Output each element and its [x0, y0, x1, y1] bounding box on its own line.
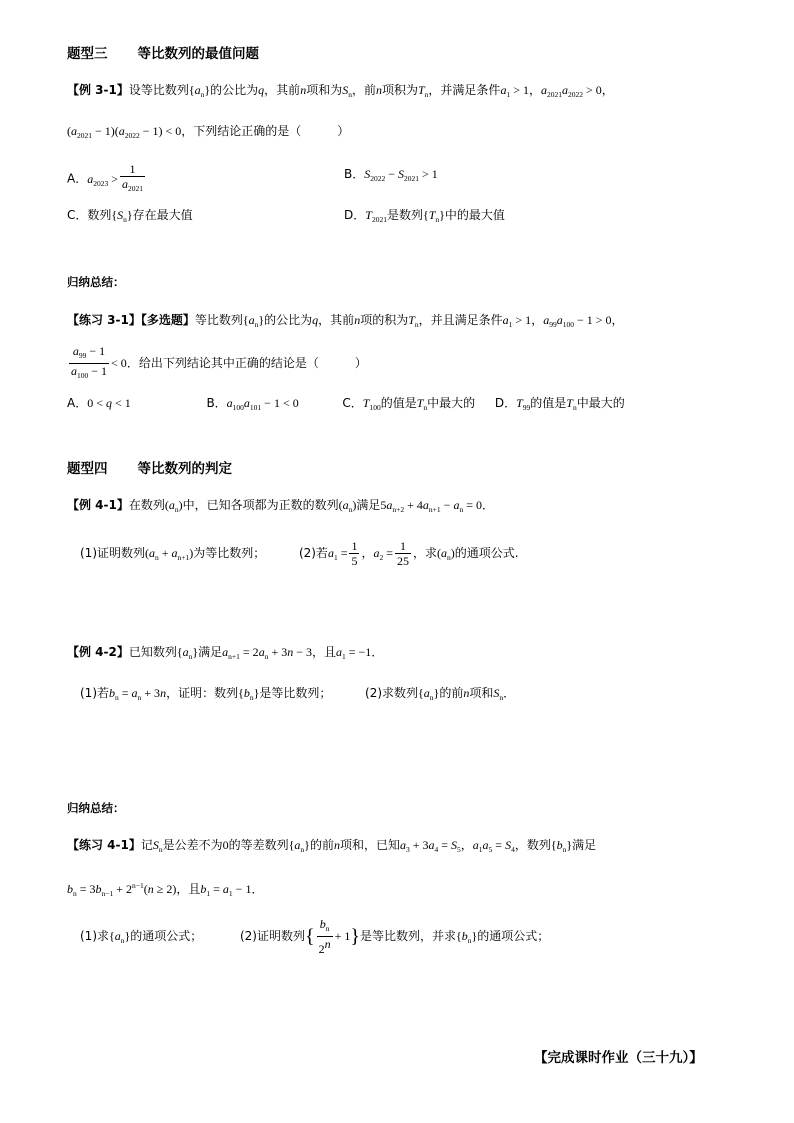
- practice-3-1-option-d: D．$T_{99}$的值是$T_n$中最大的: [494, 396, 625, 412]
- practice-3-1-line1: 【练习 3-1】【多选题】等比数列$\{a_n\}$的公比为q，其前n项的积为$T_n$，并且满足条件$a_1 > 1$，$a_{99}a_{100} - 1 > 0$，: [67, 313, 624, 329]
- practice-3-1-options: [67, 393, 625, 418]
- practice-label: 【练习 3-1】【多选题】: [67, 313, 195, 327]
- example-4-1-q1: (1)证明数列$(a_n + a_{n+1})$为等比数列；: [80, 546, 266, 562]
- section3-summary: 归纳总结：: [67, 275, 125, 289]
- section4-label: 题型四: [67, 461, 108, 477]
- practice-3-1-option-c: C．$T_{100}$的值是$T_n$中最大的: [342, 396, 476, 412]
- section4-heading: [67, 459, 232, 479]
- example-4-1-questions: [80, 539, 519, 568]
- example-3-1-option-a: A．$a_{2023}$ > $\frac{1}{a_{2021}}$: [67, 162, 143, 193]
- practice-4-1-line1: 【练习 4-1】记$S_n$是公差不为0的等差数列$\{a_n\}$的前n项和，已知$a_3 + 3a_4 = S_5$，$a_1a_5 = S_4$，数列$\{b_n\}$满足: [67, 838, 597, 854]
- practice-3-1-option-b: B．$a_{100}a_{101} - 1 < 0$: [206, 396, 299, 412]
- section3-title: 等比数列的最值问题: [137, 46, 259, 62]
- section3-heading: [67, 44, 259, 64]
- example-3-1-line2: $(a_{2021} - 1)(a_{2022} - 1) < 0$，下列结论正确的是（ ）: [67, 124, 350, 140]
- example-label: 【例 3-1】: [67, 83, 129, 97]
- practice-4-1-q1: (1)求$\{a_n\}$的通项公式；: [80, 929, 203, 945]
- practice-3-1-line2: $\frac{a_{99} - 1}{a_{100} - 1}$ < 0．给出下列结论其中正确的结论是（ ）: [71, 344, 367, 380]
- section3-label: 题型三: [67, 46, 108, 62]
- section4-summary: 归纳总结：: [67, 801, 125, 815]
- homework-footer: 【完成课时作业（三十九）】: [534, 1050, 703, 1066]
- example-4-2-q2: (2)求数列$\{a_n\}$的前n项和$S_n$．: [365, 686, 516, 702]
- practice-3-1-option-a: A．0 < q < 1: [67, 396, 131, 410]
- practice-4-1-questions: [80, 917, 549, 956]
- example-3-1-option-c: C．数列$\{S_n\}$存在最大值: [67, 208, 193, 224]
- practice-4-1-q2: (2)证明数列{ $\frac{b_n}{2^n}$ + 1}是等比数列，并求$\{b_n\}$的通项公式；: [239, 917, 550, 956]
- example-3-1-line1: 【例 3-1】设等比数列$\{a_n\}$的公比为q，其前n项和为$S_n$，前n项积为$T_n$，并满足条件$a_1 > 1$，$a_{2021}a_{2022} > 0$，: [67, 83, 614, 99]
- example-3-1-option-b: B．$S_{2022} - S_{2021} > 1$: [344, 167, 438, 183]
- example-4-2-line1: 【例 4-2】已知数列$\{a_n\}$满足$a_{n+1} = 2a_n + 3n - 3$，且$a_1 = -1$．: [67, 645, 384, 661]
- example-4-2-questions: [80, 683, 515, 708]
- example-3-1-option-d: D．$T_{2021}$是数列$\{T_n\}$中的最大值: [344, 208, 505, 224]
- practice-4-1-line2: $b_n = 3b_{n-1} + 2^{n-1}(n \ge 2)$，且$b_1 = a_1 - 1$．: [67, 881, 264, 898]
- section4-title: 等比数列的判定: [137, 461, 232, 477]
- example-4-1-line1: 【例 4-1】在数列$(a_n)$中，已知各项都为正数的数列$(a_n)$满足$5a_{n+2} + 4a_{n+1} - a_n = 0$．: [67, 498, 494, 514]
- example-4-1-q2: (2)若$a_1$ = $\frac{1}{5}$ ，$a_2$ = $\frac{1}{25}$ ，求$(a_n)$的通项公式.: [298, 539, 519, 568]
- example-4-2-q1: (1)若$b_n = a_n + 3n$，证明：数列$\{b_n\}$是等比数列；: [80, 686, 332, 702]
